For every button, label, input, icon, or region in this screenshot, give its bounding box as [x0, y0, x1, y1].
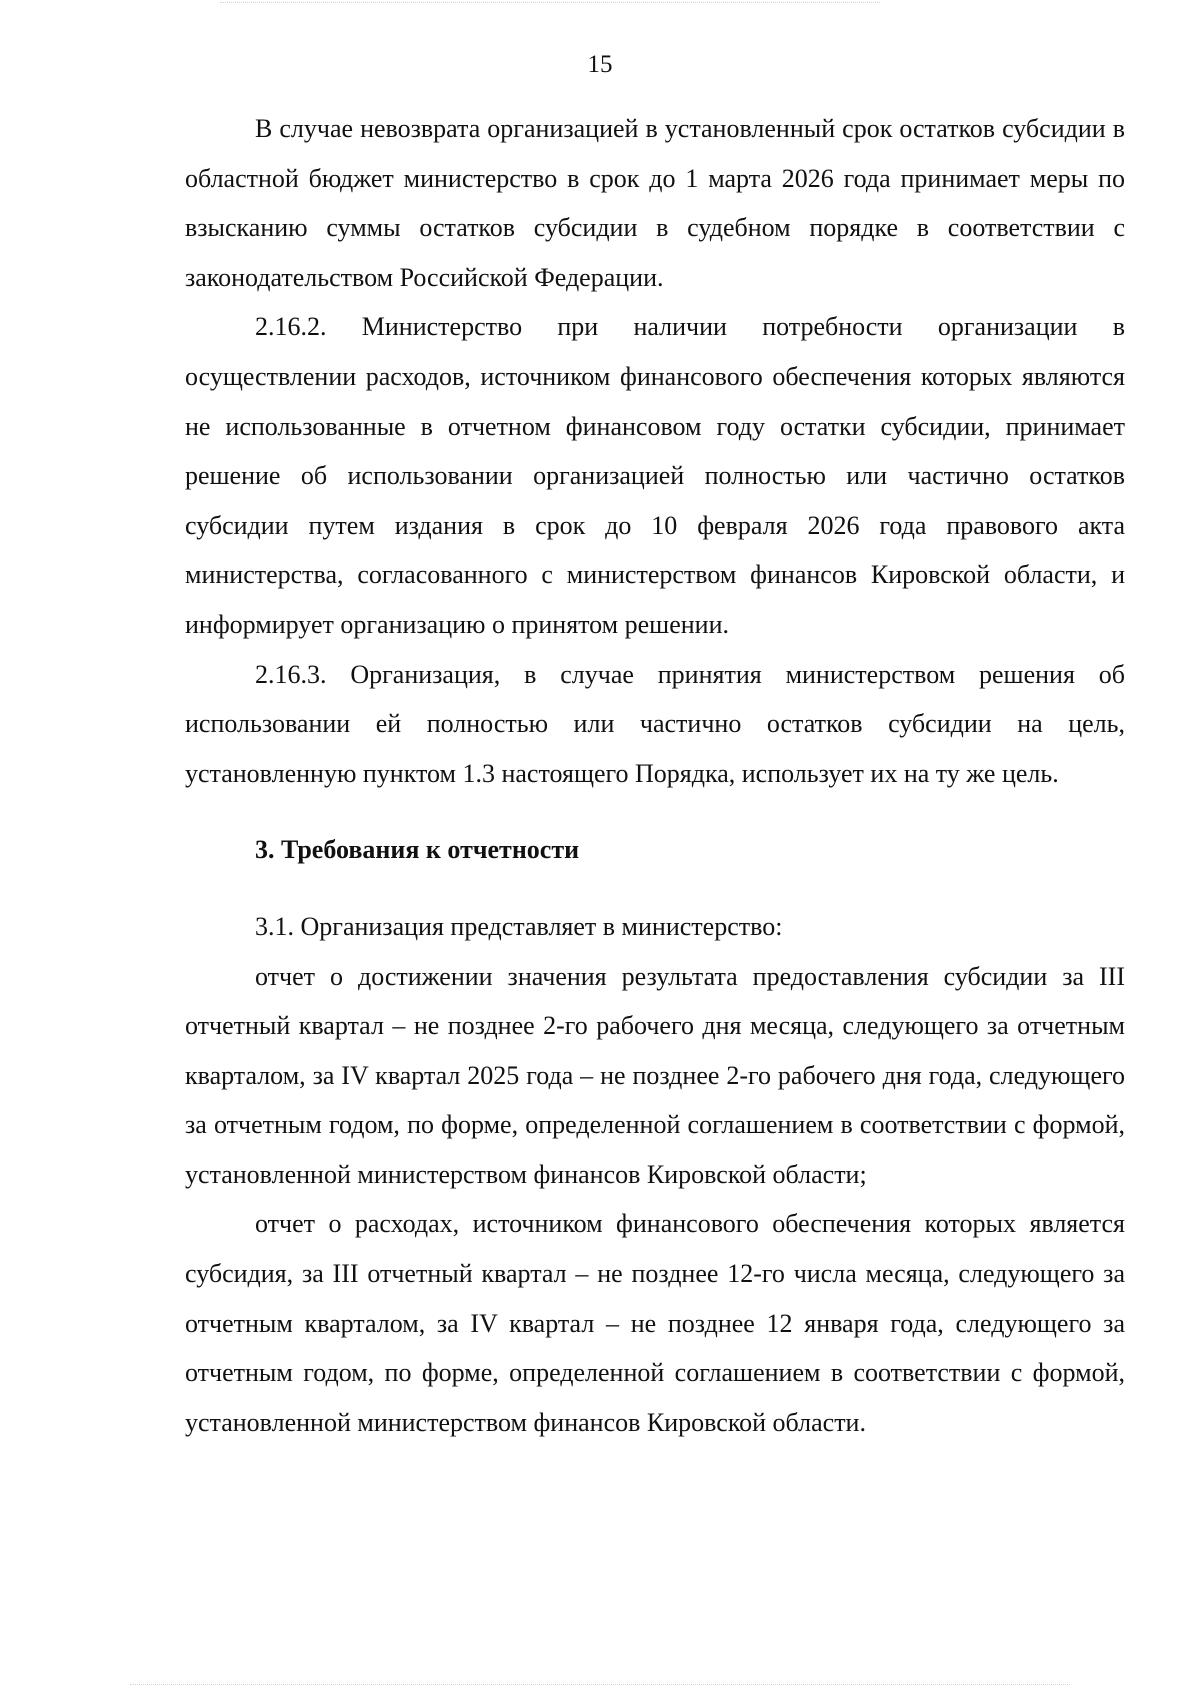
section-heading-reporting: 3. Требования к отчетности — [255, 835, 580, 865]
paragraph-2-16-2: 2.16.2. Министерство при наличии потребности организации в осуществлении расходов, источником финансового обеспечения которых являются не использованные в отчетном финансовом году остатки субсидии, принимает решение об использовании организацией полностью или частично остатков субсидии путем издания в срок до 10 февраля 2026 года правового акта министерства, согласованного с министерством финансов Кировской области, и информирует организацию о принятом решении. — [185, 312, 1125, 639]
paragraph-refund-recovery: В случае невозврата организацией в установленный срок остатков субсидии в областной бюджет министерство в срок до 1 марта 2026 года принимает меры по взысканию суммы остатков субсидии в судебном порядке в соответствии с законодательством Российской Федерации. — [185, 114, 1125, 292]
paragraph-result-report: отчет о достижении значения результата предоставления субсидии за III отчетный квартал – не позднее 2-го рабочего дня месяца, следующего за отчетным кварталом, за IV квартал 2025 года – не позднее 2-го рабочего дня года, следующего за отчетным годом, по форме, определенной соглашением в соответствии с формой, установленной министерством финансов Кировской области; — [185, 961, 1125, 1189]
paragraph-expense-report: отчет о расходах, источником финансового обеспечения которых является субсидия, за III отчетный квартал – не позднее 12-го числа месяца, следующего за отчетным кварталом, за IV квартал – не позднее 12 января года, следующего за отчетным годом, по форме, определенной соглашением в соответствии с формой, установленной министерством финансов Кировской области. — [185, 1209, 1125, 1437]
paragraph-3-1: 3.1. Организация представляет в министерство: — [255, 911, 783, 941]
scan-edge-top — [220, 2, 880, 6]
document-body — [185, 104, 1125, 1447]
scan-edge-bottom — [130, 1684, 1070, 1688]
page-number: 15 — [587, 51, 613, 78]
paragraph-2-16-3: 2.16.3. Организация, в случае принятия министерством решения об использовании ей полностью или частично остатков субсидии на цель, установленную пунктом 1.3 настоящего Порядка, использует их на ту же цель. — [185, 659, 1125, 788]
